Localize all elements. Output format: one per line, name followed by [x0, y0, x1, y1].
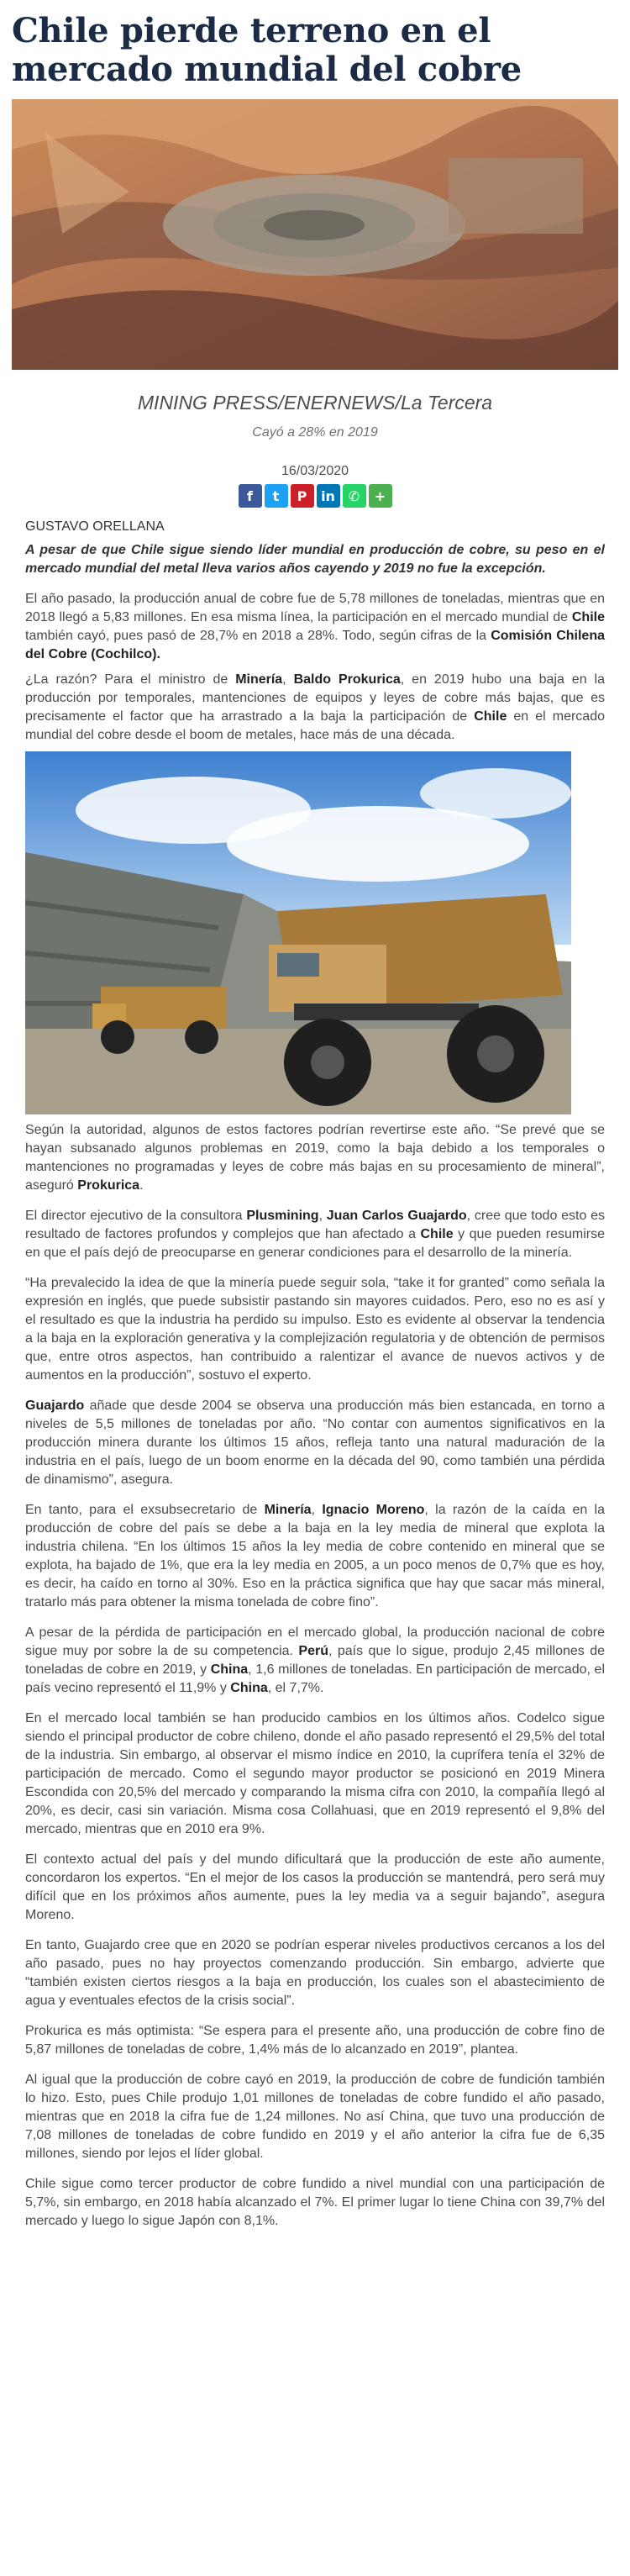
paragraph: En el mercado local también se han producido cambios en los últimos años. Codelco sigue siendo el principal productor de cobre chileno, donde el año pasado representó el 29,5% del total de la industria. Sin embargo, al observar el mismo índice en 2010, la cuprífera tenía el 32% de participación de mercado. Como el segundo mayor productor se posicionó en 2019 Minera Escondida con 20,5% del mercado y comparando la misma cifra con 2010, la compañía llegó al 20%, es decir, casi sin variación. Misma cosa Collahuasi, que en 2019 representó el 9,8% del mercado, mientras que en 2010 era 9%.	[25, 1711, 605, 1836]
pinterest-icon[interactable]: P	[291, 484, 314, 508]
paragraph: Guajardo añade que desde 2004 se observa una producción más bien estancada, en torno a niveles de 5,5 millones de toneladas por año. “No contar con aumentos significativos en la producción minera durante los últimos 15 años, refleja tanto una natural maduración de la industria en el país, luego de un boom enorme en la década del 90, como también una pérdida de dinamismo”, asegura.	[25, 1399, 605, 1487]
facebook-icon[interactable]: f	[239, 484, 262, 508]
paragraph: Al igual que la producción de cobre cayó en 2019, la producción de cobre de fundición también lo hizo. Esto, pues Chile produjo 1,01 millones de toneladas de cobre fundido el año pasado, mientras que en 2018 la cifra fue de 1,24 millones. No así China, que tuvo una producción de 7,08 millones de toneladas de cobre fundido en 2019 y el año anterior la cifra fue de 6,35 millones, siendo por lejos el líder global.	[25, 2073, 605, 2161]
paragraph: En tanto, Guajardo cree que en 2020 se podrían esperar niveles productivos cercanos a los del año pasado, pues no hay proyectos comenzando producción. Sin embargo, advierte que “también existen ciertos riesgos a la baja en producción, los cuales son el abastecimiento de agua y eventuales efectos de la crisis social”.	[25, 1938, 605, 2008]
article-date: 16/03/2020	[281, 464, 349, 478]
paragraph: Chile sigue como tercer productor de cobre fundido a nivel mundial con una participación de 5,7%, sin embargo, en 2018 había alcanzado el 7%. El primer lugar lo tiene China con 39,7% del mercado y luego lo sigue Japón con 8,1%.	[25, 2177, 605, 2228]
author: GUSTAVO ORELLANA	[25, 519, 165, 534]
paragraph: Prokurica es más optimista: “Se espera para el presente año, una producción de cobre fino de 5,87 millones de toneladas de cobre, 1,4% más de lo alcanzado en 2019”, plantea.	[25, 2024, 605, 2057]
paragraph: Según la autoridad, algunos de estos factores podrían revertirse este año. “Se prevé que se hayan subsanado algunos problemas en 2019, como la baja debido a los temporales o mantenciones no programadas y leyes de cobre más bajas en su procesamiento de mineral”, aseguró Prokurica.	[25, 1123, 605, 1193]
paragraph: El director ejecutivo de la consultora Plusmining, Juan Carlos Guajardo, cree que todo esto es resultado de factores profundos y complejos que han afectado a Chile y que pueden resumirse en que el país dejó de preocuparse en generar condiciones para el desarrollo de la minería.	[25, 1209, 606, 1260]
paragraph: En tanto, para el exsubsecretario de Minería, Ignacio Moreno, la razón de la caída en la producción de cobre del país se debe a la baja en la ley media de mineral que explota la industria chilena. “En los últimos 15 años la ley media de cobre contenido en mineral que se explota, ha bajado de 1%, que era la ley media en 2005, a un poco menos de 0,7% que es hoy, es decir, ha caído en torno al 30%. Eso en la práctica significa que hay que sacar más mineral, tratarlo más para obtener la misma tonelada de cobre fino”.	[25, 1503, 605, 1609]
paragraph: El contexto actual del país y del mundo dificultará que la producción de este año aumente, concordaron los expertos. “En el mejor de los casos la producción se mantendrá, pero será muy difícil que en los próximos años aumente, pues la ley media va a seguir bajando”, asegura Moreno.	[25, 1852, 605, 1922]
article-body	[0, 518, 630, 2231]
share-icon[interactable]: +	[369, 484, 392, 508]
lead-paragraph: A pesar de que Chile sigue siendo líder mundial en producción de cobre, su peso en el mercado mundial del metal lleva varios años cayendo y 2019 no fue la excepción.	[25, 543, 605, 576]
paragraph: A pesar de la pérdida de participación en el mercado global, la producción nacional de cobre sigue muy por sobre la de su competencia. Perú, país que lo sigue, produjo 2,45 millones de toneladas de cobre en 2019, y China, 1,6 millones de toneladas. En participación de mercado, el país vecino representó el 11,9% y China, el 7,7%.	[25, 1625, 606, 1695]
twitter-icon[interactable]: t	[265, 484, 288, 508]
paragraph: ¿La razón? Para el ministro de Minería, Baldo Prokurica, en 2019 hubo una baja en la producción por temporales, mantenciones de equipos y leyes de cobre más bajas, que es precisamente el factor que ha arrastrado a la baja la participación de Chile en el mercado mundial del cobre desde el boom de metales, hace más de una década.	[25, 672, 606, 742]
whatsapp-icon[interactable]: ✆	[343, 484, 366, 508]
paragraph: El año pasado, la producción anual de cobre fue de 5,78 millones de toneladas, mientras que en 2018 llegó a 5,83 millones. En esa misma línea, la participación en el mercado mundial de Chile también cayó, pues pasó de 28,7% en 2018 a 28%. Todo, según cifras de la Comisión Chilena del Cobre (Cochilco).	[25, 592, 606, 661]
linkedin-icon[interactable]: in	[317, 484, 340, 508]
paragraph: “Ha prevalecido la idea de que la minería puede seguir sola, “take it for granted” como señala la expresión en inglés, que puede subsistir pastando sin mayores cuidados. Pero, eso no es así y el resultado es que la industria ha perdido su impulso. Esto es evidente al observar la tendencia a la baja en la exploración generativa y la complejización regulatoria y de obtención de permisos que, entre otros aspectos, han contribuido a ralentizar el avance de nuevos activos y de aumentos en la producción”, sostuvo el experto.	[25, 1276, 605, 1383]
article-source: MINING PRESS/ENERNEWS/La Tercera	[137, 392, 493, 414]
article-title: Chile pierde terreno en el mercado mundial del cobre	[12, 11, 522, 89]
share-bar	[0, 484, 630, 508]
article-subtitle: Cayó a 28% en 2019	[252, 425, 378, 440]
mining-trucks-image	[25, 751, 571, 1114]
hero-mine-aerial-image	[12, 99, 618, 370]
